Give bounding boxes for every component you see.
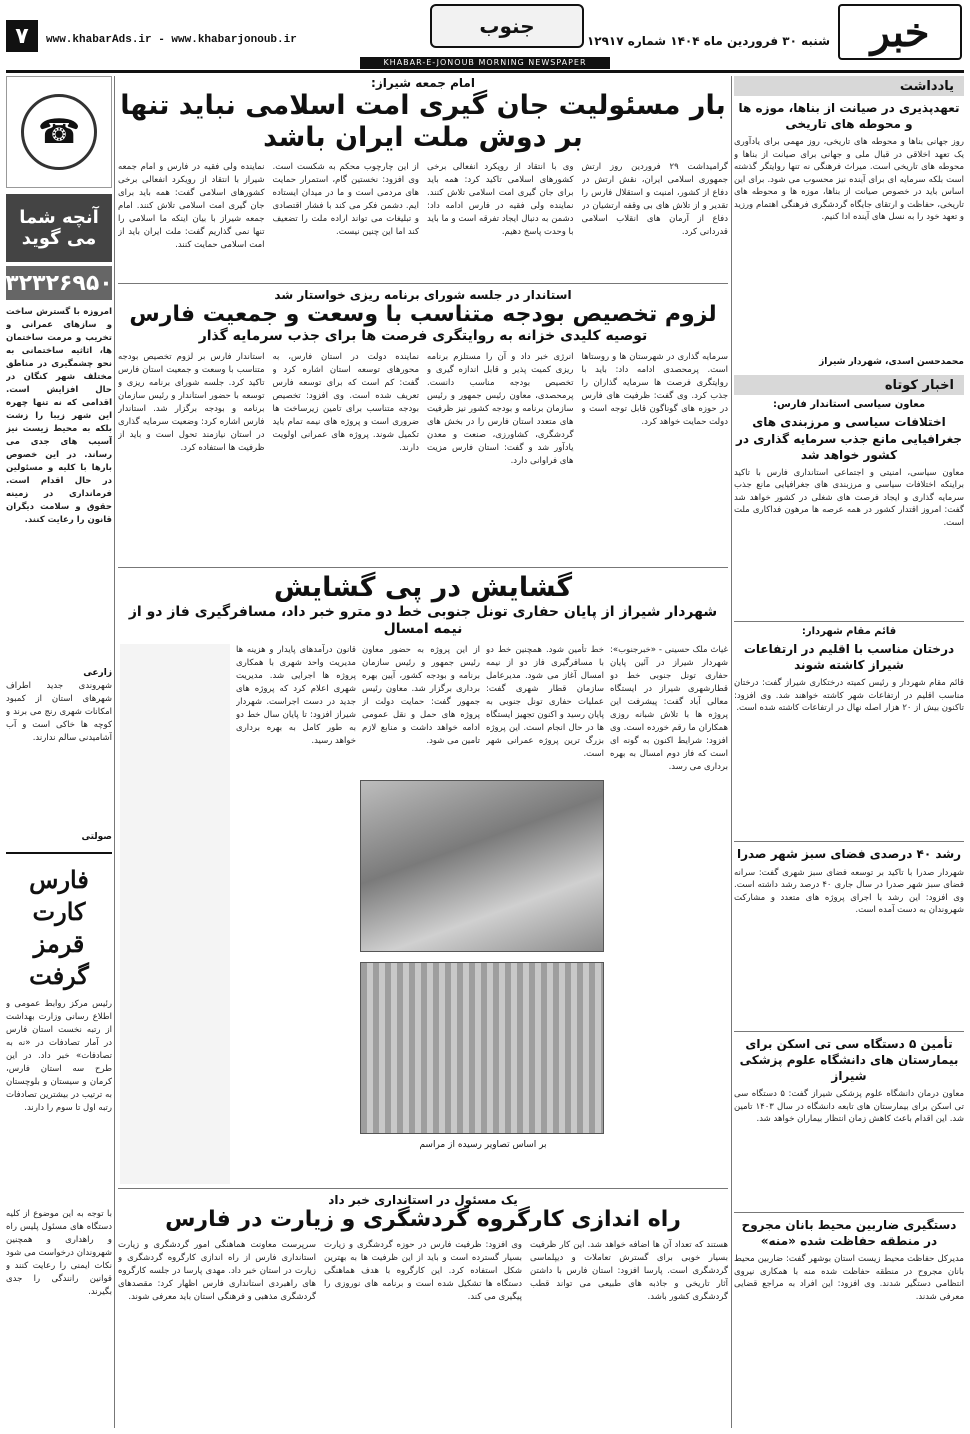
article-body [118,644,728,1184]
article-column: نماینده ولی فقیه در فارس و امام جمعه شیراز با انتقاد از رویکرد انفعالی برخی کشورهای اسلامی گفت: همه باید برای جان گیری امت اسلامی تلاش کنند. امام جمعه شیراز با بیان اینکه ما اسلامی را تنها نمی گذاریم گفت: ملت ایران باید از امت اسلامی حمایت کنند. [118,161,265,250]
article-headline[interactable]: لزوم تخصیص بودجه متناسب با وسعت و جمعیت فارس [129,301,717,327]
news-text: قائم مقام شهردار و رئیس کمیته درختکاری شیراز گفت: درختان مناسب اقلیم در ارتفاعات شهر کاشته خواهند شد. وی افزود: تاکنون بیش از ۲۰ هزار اصله نهال در ارتفاعات کاشته شده است. [734,678,964,714]
reader-comments-sidebar [6,76,112,1428]
fars-headline [6,864,112,992]
news-title[interactable]: دستگیری ضاربین محیط بانان مجروح در منطقه حفاظت شده «منه» [741,1218,957,1249]
newspaper-logo [838,4,962,60]
page-number: ۷ [6,20,38,52]
article-column: خط تأمین شود. همچنین خط دو با مسافرگیری فاز دو از نیمه امسال آغاز می شود. مدیرعامل سازمان قطار شهری گفت: عملیات حفاری تونل جنوبی به پایان رسید و اکنون تجهیز ایستگاه ها در حال انجام است. این پروژه بزرگ ترین پروژه عمرانی شهر است. [486,644,604,759]
news-title[interactable]: رشد ۴۰ درصدی فضای سبز شهر صدرا [736,847,962,862]
article-column: هستند که تعداد آن ها اضافه خواهد شد. این کار ظرفیت بسیار خوبی برای گسترش تعاملات و دیپلماسی گردشگری است. پارسا افزود: استان فارس با داشتن آثار تاریخی و جاذبه های طبیعی می تواند قطب گردشگری کشور باشد. [530,1240,728,1303]
date-issue: شنبه ۳۰ فروردین ماه ۱۴۰۴ شماره ۱۲۹۱۷ [586,34,830,48]
right-column [734,76,964,1428]
header-rule [6,70,964,73]
article-separator [118,567,728,568]
article-body [118,351,728,563]
article-subhead: توصیه کلیدی خزانه به روایتگری فرصت ها برای جذب سرمایه گذار [198,328,648,345]
memo-title[interactable]: تعهدپذیری در صیانت از بناها، موزه ها و محوطه های تاریخی [738,101,960,132]
article-column: غیاث ملک حسینی - «خبرجنوب»: شهردار شیراز در آئین پایان حفاری تونل جنوبی خط دو قطارشهری شیراز در ایستگاه معالی آباد گفت: پیشرفت این پروژه ها با تلاش شبانه روزی همکاران ما رقم خورده است. وی افزود: شرایط اکنون به گونه ای است که فاز دوم امسال به بهره برداری می رسد. [610,644,728,772]
metro-station-photo [360,962,604,1134]
article-column: نماینده دولت در استان فارس، به محورهای توسعه استان اشاره کرد و گفت: کم است که برای توسعه فارس تعریف شده است. وی افزود: تخصیص بودجه متناسب برای تامین زیرساخت ها ضروری است و پروژه های نیمه تمام باید تکمیل شوند. پروژه های عمرانی اولویت دارند. [272,351,419,453]
article-column: سرمایه گذاری در شهرستان ها و روستاها است. پرمحصدی ادامه داد: باید با روایتگری فرصت ها سرمایه گذاران را جذب کرد. وی گفت: ظرفیت های فارس در حوزه های گوناگون قابل توجه است و دولت حمایت خواهد کرد. [581,351,728,427]
article-side-column [120,644,230,1184]
reader-comment: امروزه با گسترش ساخت و سازهای عمرانی و تخریب و مرمت ساختمان ها، اثاثیه ساختمانی به نحو چشمگیری در مناطق مختلف شهر کنگان در حال افزایش است. اقدامی که نه تنها چهره این شهر زیبا را زشت بلکه به محیط زیست نیز آسیب های جدی می رساند. در این خصوص بارها با کلیه و مسئولین در حال اقدام است. فرمانداری در زمینه حقوق و سلامت دیگران قانون را رعایت کنند. [6,307,112,525]
memo-author: محمدحسن اسدی، شهردار شیراز [819,357,964,368]
news-kicker: قائم مقام شهردار: [801,625,897,637]
column-divider [731,76,732,1428]
column-divider [114,76,115,1428]
article-headline[interactable]: راه اندازی کارگروه گردشگری و زیارت در فارس [165,1206,681,1232]
short-news-header: اخبار کوتاه [734,375,964,395]
article-separator [118,1188,728,1189]
english-name: KHABAR-E-JONOUB MORNING NEWSPAPER [360,57,610,69]
section-title: جنوب [430,4,584,48]
you-say-title: می گوید [21,228,97,249]
article-column: وی با انتقاد از رویکرد انفعالی برخی کشورهای اسلامی تاکید کرد: همه باید برای جان گیری امت اسلامی تلاش کنند. نماینده ولی فقیه در فارس ادامه داد: دشمن به دنبال ایجاد تفرقه است و ما باید با وحدت پاسخ دهیم. [427,161,574,237]
fars-headline-line: فارس [29,865,89,894]
article-column: سرپرست معاونت هماهنگی امور گردشگری و زیارت استانداری فارس از راه اندازی کارگروه گردشگری و زیارت در استان خبر داد. مهدی پارسا در جلسه کارگروه های راهبردی استانداری فارس اظهار کرد: مقصدهای گردشگری مذهبی و فرهنگی استان باید معرفی شوند. [118,1240,316,1303]
ceremony-photo [360,780,604,952]
news-title[interactable]: تأمین ۵ دستگاه سی تی اسکن برای بیمارستان های دانشگاه علوم پزشکی شیراز [739,1036,959,1083]
fars-headline-line: کارت قرمز [32,897,86,958]
article-separator [118,283,728,284]
fars-headline-line: گرفت [29,961,89,990]
comment-signature: صولتی [81,832,112,842]
article-column: از این چارچوب محکم به شکست است. وی افزود: نخستین گام، استمرار حمایت های مردمی است و ما در میدان ایستاده ایم. دشمن فکر می کند با فشار اقتصادی و تبلیغات می تواند اراده ملت را تضعیف کند اما این چنین نیست. [272,161,419,237]
memo-header: یادداشت [734,76,964,96]
fars-text: رئیس مرکز روابط عمومی و اطلاع رسانی وزارت بهداشت از رتبه نخست استان فارس در آمار تصادفات در «نه به تصادفات» خبر داد. در این طرح سه استان فارس، کرمان و سیستان و بلوچستان به ترتیب در بیشترین تصادفات رتبه اول تا سوم را دارند. [6,999,112,1113]
news-separator [734,1212,964,1213]
news-separator [734,621,964,622]
you-say-title: آنچه شما [19,207,99,228]
memo-text: روز جهانی بناها و محوطه های تاریخی، روز مهمی برای یادآوری یک تعهد اخلاقی در قبال ملی و جهانی برای صیانت از بناها و محوطه های تاریخی است. میراث فرهنگی نه تنها روایتگر گذشته است بلکه سرمایه ای برای آینده نیز محسوب می شود. برای این اساس باید در خصوص صیانت از بناها، موزه ها و محوطه های تاریخی، حفاظت و ارتقای جایگاه گردشگری فرهنگی اهتمام ورزید و تعهد خود را به نسل های آینده ادا کنیم. [734,137,964,223]
you-say-phone: ۳۲۳۲۶۹۵۰ [6,266,112,300]
article-subhead: شهردار شیراز از پایان حفاری تونل جنوبی خط دو مترو خبر داد، مسافرگیری فاز دو از نیمه امسال [128,604,718,638]
logo-text: خبر [870,8,930,56]
news-separator [734,841,964,842]
news-text: معاون سیاسی، امنیتی و اجتماعی استانداری فارس با تاکید براینکه اختلافات سیاسی و مرزبندی های جغرافیایی مانع جذب سرمایه گذاری و ایجاد فرصت های شغلی در کشور خواهد شد گفت: امروز اقتدار کشور در همه عرصه ها مرهون فداکاری ملت است. [734,467,964,528]
telephone-icon: ☎ [21,94,97,170]
article-body [118,1239,728,1389]
masthead [0,0,970,70]
article-kicker: استاندار در جلسه شورای برنامه ریزی خواستار شد [274,287,572,302]
photo-caption: بر اساس تصاویر رسیده از مراسم [419,1139,547,1150]
article-kicker: یک مسئول در استانداری خبر داد [328,1192,518,1207]
article-metro [118,572,728,1184]
news-text: مدیرکل حفاظت محیط زیست استان بوشهر گفت: ضاربین محیط بانان مجروح در منطقه حفاظت شده منه با همکاری نیروی انتظامی دستگیر شدند. وی افزود: این افراد به مراجع قضایی معرفی شدند. [734,1254,964,1302]
article-kicker: امام جمعه شیراز: [371,76,475,90]
news-title[interactable]: اختلافات سیاسی و مرزبندی های جغرافیایی مانع جذب سرمایه گذاری در کشور خواهد شد [735,415,963,462]
article-column: استاندار فارس بر لزوم تخصیص بودجه متناسب با وسعت و جمعیت استان فارس تاکید کرد. جلسه شورای برنامه ریزی و توسعه با حضور استاندار و رئیس سازمان برنامه و بودجه برگزار شد. استاندار فارس اشاره کرد: وضعیت سرمایه گذاری در استان نیازمند تحول است و باید از ظرفیت ها استفاده کرد. [118,351,265,453]
fars-text: با توجه به این موضوع از کلیه دستگاه های مسئول پلیس راه و راهداری و همچنین شهروندان درخواست می شود نکات ایمنی را رعایت کنند و قوانین رانندگی را جدی بگیرند. [6,1209,112,1297]
news-separator [734,1031,964,1032]
article-column: قانون درآمدهای پایدار و هزینه ها مدیریت واحد شهری با همکاری پروژه ها اجرایی شد. مدیریت شهری اعلام کرد که پروژه های جدید در دست اجراست. شهردار شیراز افزود: تا پایان سال خط دو به طور کامل به بهره برداری خواهد رسید. [236,644,356,746]
article-column: وی افزود: ظرفیت فارس در حوزه گردشگری و زیارت بسیار گسترده است و باید از این ظرفیت ها به بهترین شکل استفاده کرد. این کارگروه با هدف هماهنگی دستگاه ها تشکیل شده است و برنامه های نوروزی را پیگیری می کند. [324,1240,522,1303]
news-text: شهردار صدرا با تاکید بر توسعه فضای سبز شهری گفت: سرانه فضای سبز شهر صدرا در سال جاری ۴۰ درصد رشد داشته است. وی افزود: این رشد با اجرای پروژه های متعدد و مشارکت شهروندان به دست آمده است. [734,867,964,915]
article-body [118,161,728,279]
telephone-illustration [6,76,112,188]
article-tourism [118,1193,728,1389]
article-column: انرژی خبر داد و آن را مستلزم برنامه ریزی کمیت پذیر و قابل اندازه گیری و تخصیص بودجه مناسب دانست. پرمحصدی، معاون رئیس جمهور و رئیس سازمان برنامه و بودجه کشور نیز ظرفیت های متعدد استان فارس را در بخش های گردشگری، کشاورزی، صنعت و معدن یادآور شد و گفت: استان فارس مزیت های فراوانی دارد. [427,351,574,466]
article-headline[interactable]: بار مسئولیت جان گیری امت اسلامی نباید تنها بر دوش ملت ایران باشد [120,90,726,154]
fars-box [6,852,112,1398]
you-say-box [6,194,112,262]
article-column: گرامیداشت ۲۹ فروردین روز ارتش جمهوری اسلامی ایران، نقش ارتش در دفاع از کشور، امنیت و استقلال فارس را تقدیر و از تلاش های بی وقفه ارتشیان در دفاع از آرمان های انقلاب اسلامی قدردانی کرد. [581,161,728,237]
website-urls[interactable]: www.khabarAds.ir - www.khabarjonoub.ir [46,34,297,46]
comment-signature: زارعی [83,668,112,678]
reader-comment: شهروندی جدید اطراف شهرهای استان از کمبود امکانات شهری رنج می برند و کوچه ها خاکی است و آب آشامیدنی سالم ندارند. [6,681,112,743]
article-budget [118,288,728,563]
news-kicker: معاون سیاسی استاندار فارس: [772,399,926,411]
news-title[interactable]: درختان مناسب با اقلیم در ارتفاعات شیراز کاشته شوند [743,641,955,673]
news-text: معاون درمان دانشگاه علوم پزشکی شیراز گفت: ۵ دستگاه سی تی اسکن برای بیمارستان های تابعه دانشگاه در سال ۱۴۰۳ تامین شد. این اقدام باعث کاهش زمان انتظار بیماران خواهد شد. [734,1089,964,1125]
main-news [118,76,728,1428]
article-friday-imam [118,76,728,279]
article-column: از این پروژه به حضور معاون رئیس جمهور و رئیس سازمان برنامه و بودجه کشور، آیین بهره برداری برگزار شد. معاون رئیس جمهور گفت: حمایت دولت از پروژه های حمل و نقل عمومی ادامه خواهد داشت و منابع لازم تامین می شود. [362,644,480,746]
article-headline[interactable]: گشایش در پی گشایش [273,571,573,603]
